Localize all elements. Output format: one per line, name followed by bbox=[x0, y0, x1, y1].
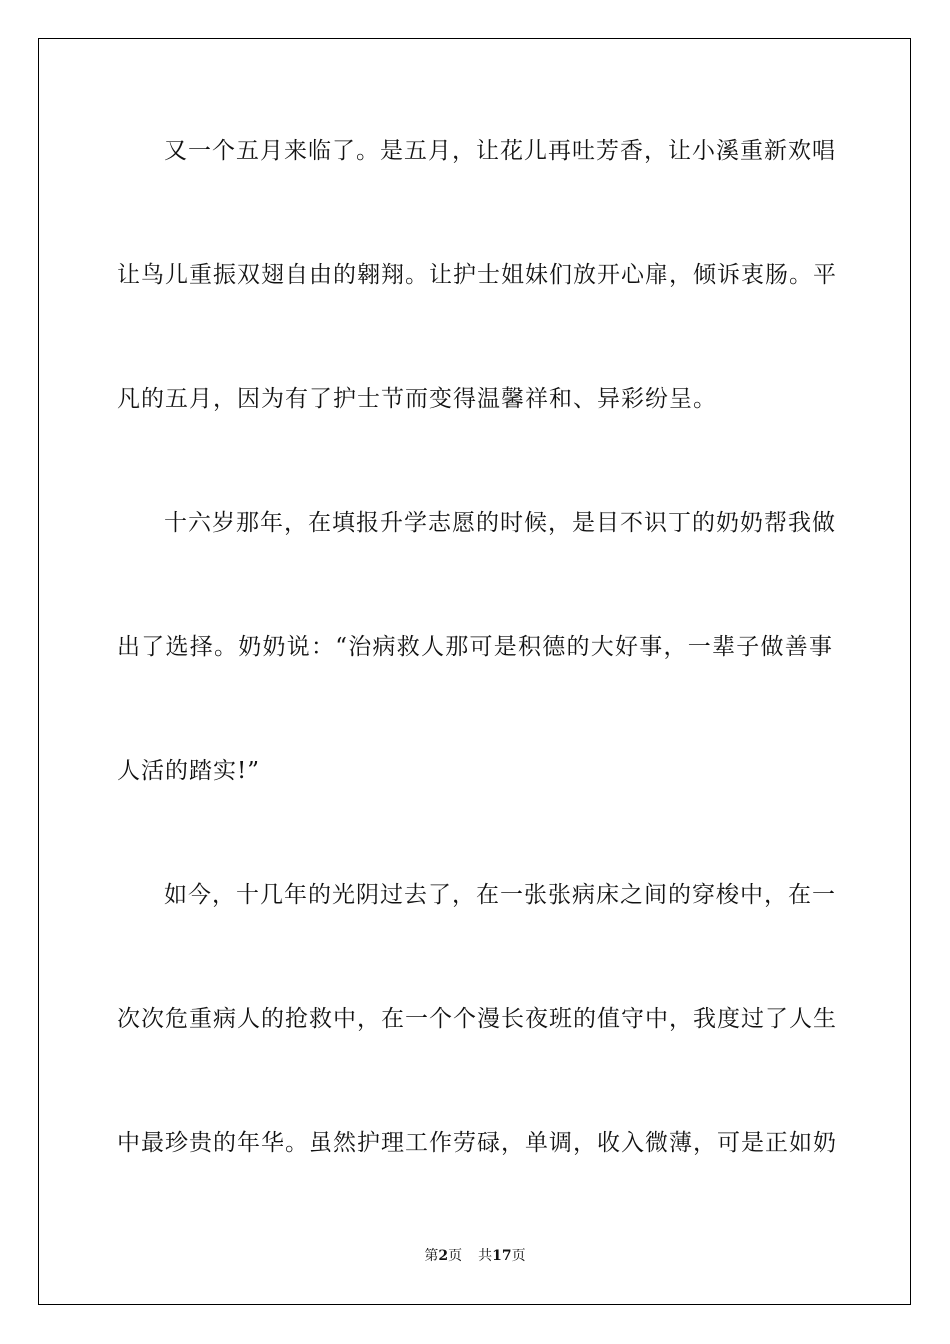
footer-total-suffix: 页 bbox=[511, 1248, 526, 1264]
paragraph-1-line-3: 凡的五月，因为有了护士节而变得温馨祥和、异彩纷呈。 bbox=[117, 386, 717, 412]
paragraph-2-line-2: 出了选择。奶奶说：“治病救人那可是积德的大好事，一辈子做善事 bbox=[117, 634, 833, 660]
paragraph-3-line-1: 如今，十几年的光阴过去了，在一张张病床之间的穿梭中，在一 bbox=[164, 882, 836, 908]
paragraph-3-line-3: 中最珍贵的年华。虽然护理工作劳碌，单调，收入微薄，可是正如奶 bbox=[117, 1130, 837, 1156]
page-border bbox=[38, 38, 911, 1305]
paragraph-1-line-2: 让鸟儿重振双翅自由的翱翔。让护士姐妹们放开心扉，倾诉衷肠。平 bbox=[117, 262, 837, 288]
paragraph-1-line-1: 又一个五月来临了。是五月，让花儿再吐芳香，让小溪重新欢唱 bbox=[164, 138, 836, 164]
footer-total-pages: 17 bbox=[492, 1248, 512, 1264]
paragraph-2-line-1: 十六岁那年，在填报升学志愿的时候，是目不识丁的奶奶帮我做 bbox=[164, 510, 836, 536]
page-footer bbox=[0, 1247, 950, 1265]
paragraph-3-line-2: 次次危重病人的抢救中，在一个个漫长夜班的值守中，我度过了人生 bbox=[117, 1006, 837, 1032]
footer-page-suffix: 页 bbox=[448, 1248, 463, 1264]
footer-page-prefix: 第 bbox=[424, 1248, 439, 1264]
paragraph-2-line-3: 人活的踏实!” bbox=[117, 758, 261, 784]
footer-total-prefix: 共 bbox=[478, 1248, 493, 1264]
footer-page-number: 2 bbox=[438, 1248, 449, 1264]
